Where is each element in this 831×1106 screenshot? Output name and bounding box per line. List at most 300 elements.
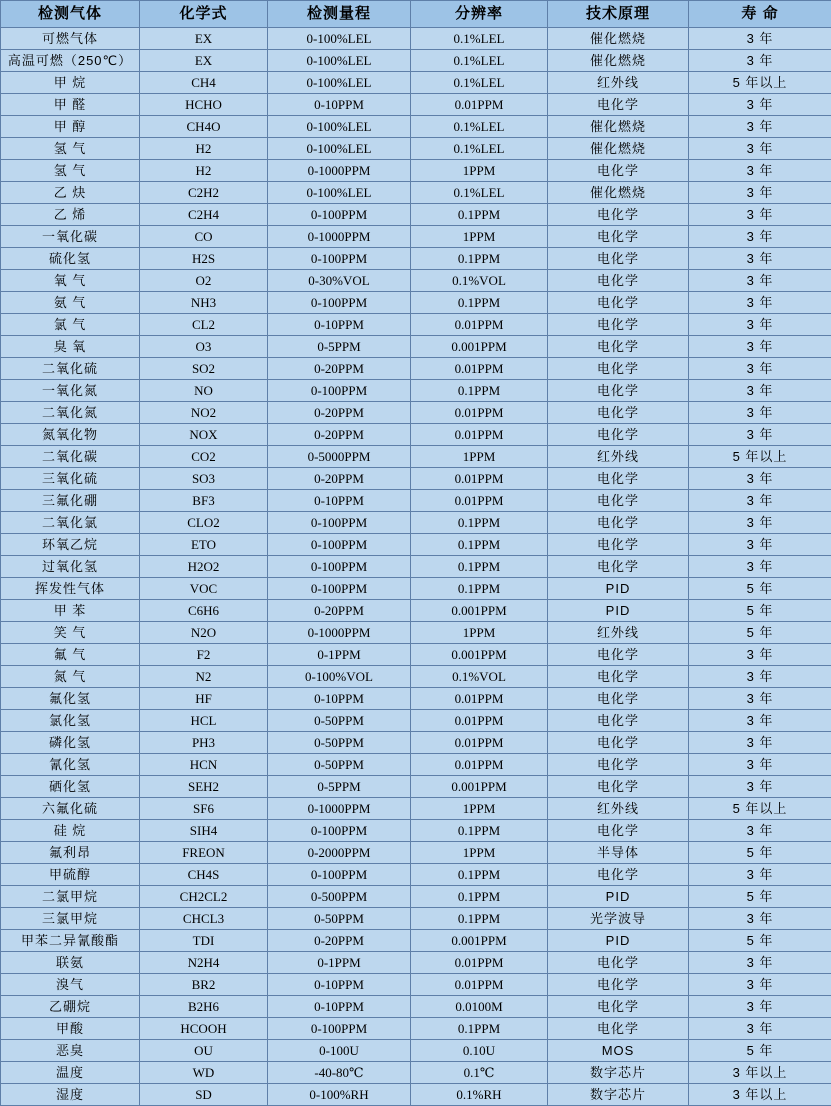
- cell-lifespan: 3 年: [689, 1018, 831, 1040]
- table-row: [1, 600, 831, 622]
- cell-gas-name: 甲苯二异氰酸酯: [1, 930, 140, 952]
- cell-resolution: 0.1%VOL: [411, 666, 548, 688]
- cell-technology: 红外线: [548, 798, 689, 820]
- cell-lifespan: 5 年以上: [689, 446, 831, 468]
- table-row: [1, 50, 831, 72]
- cell-technology: 电化学: [548, 710, 689, 732]
- cell-measuring-range: 0-500PPM: [268, 886, 411, 908]
- cell-lifespan: 3 年: [689, 358, 831, 380]
- cell-resolution: 0.01PPM: [411, 754, 548, 776]
- cell-technology: 电化学: [548, 204, 689, 226]
- cell-lifespan: 5 年: [689, 622, 831, 644]
- cell-chemical-formula: C2H4: [140, 204, 268, 226]
- cell-chemical-formula: VOC: [140, 578, 268, 600]
- cell-gas-name: 硒化氢: [1, 776, 140, 798]
- cell-chemical-formula: N2H4: [140, 952, 268, 974]
- cell-chemical-formula: HCL: [140, 710, 268, 732]
- cell-chemical-formula: BR2: [140, 974, 268, 996]
- cell-resolution: 1PPM: [411, 446, 548, 468]
- table-row: [1, 688, 831, 710]
- cell-gas-name: 湿度: [1, 1084, 140, 1106]
- table-row: [1, 886, 831, 908]
- cell-chemical-formula: HF: [140, 688, 268, 710]
- table-body: [1, 28, 831, 1106]
- table-row: [1, 314, 831, 336]
- cell-measuring-range: 0-10PPM: [268, 490, 411, 512]
- cell-technology: 电化学: [548, 424, 689, 446]
- cell-gas-name: 二氧化氮: [1, 402, 140, 424]
- cell-technology: 电化学: [548, 556, 689, 578]
- table-row: [1, 402, 831, 424]
- cell-resolution: 0.1PPM: [411, 292, 548, 314]
- cell-gas-name: 氟 气: [1, 644, 140, 666]
- cell-measuring-range: 0-20PPM: [268, 930, 411, 952]
- table-row: [1, 578, 831, 600]
- cell-technology: 电化学: [548, 270, 689, 292]
- cell-chemical-formula: HCOOH: [140, 1018, 268, 1040]
- cell-resolution: 0.1PPM: [411, 820, 548, 842]
- cell-resolution: 0.1PPM: [411, 864, 548, 886]
- cell-measuring-range: 0-100PPM: [268, 512, 411, 534]
- cell-technology: 电化学: [548, 160, 689, 182]
- cell-resolution: 0.01PPM: [411, 424, 548, 446]
- cell-gas-name: 溴气: [1, 974, 140, 996]
- cell-gas-name: 乙 炔: [1, 182, 140, 204]
- cell-measuring-range: 0-100%LEL: [268, 138, 411, 160]
- cell-lifespan: 3 年: [689, 50, 831, 72]
- cell-technology: 电化学: [548, 974, 689, 996]
- table-row: [1, 380, 831, 402]
- table-row: [1, 490, 831, 512]
- table-row: [1, 930, 831, 952]
- cell-measuring-range: 0-100PPM: [268, 578, 411, 600]
- cell-technology: 电化学: [548, 952, 689, 974]
- cell-chemical-formula: SEH2: [140, 776, 268, 798]
- cell-resolution: 0.01PPM: [411, 94, 548, 116]
- cell-gas-name: 氢 气: [1, 160, 140, 182]
- cell-chemical-formula: NH3: [140, 292, 268, 314]
- cell-resolution: 0.01PPM: [411, 688, 548, 710]
- cell-resolution: 0.01PPM: [411, 358, 548, 380]
- cell-chemical-formula: PH3: [140, 732, 268, 754]
- cell-gas-name: 甲酸: [1, 1018, 140, 1040]
- table-row: [1, 292, 831, 314]
- cell-gas-name: 联氨: [1, 952, 140, 974]
- cell-gas-name: 三氧化硫: [1, 468, 140, 490]
- cell-chemical-formula: CL2: [140, 314, 268, 336]
- cell-gas-name: 二氧化碳: [1, 446, 140, 468]
- cell-gas-name: 一氧化氮: [1, 380, 140, 402]
- cell-gas-name: 可燃气体: [1, 28, 140, 50]
- cell-lifespan: 3 年: [689, 776, 831, 798]
- cell-resolution: 0.1PPM: [411, 248, 548, 270]
- cell-lifespan: 3 年以上: [689, 1084, 831, 1106]
- cell-measuring-range: 0-10PPM: [268, 996, 411, 1018]
- cell-technology: MOS: [548, 1040, 689, 1062]
- cell-technology: 电化学: [548, 292, 689, 314]
- cell-measuring-range: 0-20PPM: [268, 468, 411, 490]
- cell-chemical-formula: NOX: [140, 424, 268, 446]
- cell-measuring-range: 0-1000PPM: [268, 622, 411, 644]
- cell-gas-name: 温度: [1, 1062, 140, 1084]
- cell-technology: 电化学: [548, 380, 689, 402]
- cell-technology: 催化燃烧: [548, 138, 689, 160]
- table-row: [1, 336, 831, 358]
- table-row: [1, 226, 831, 248]
- cell-lifespan: 3 年: [689, 512, 831, 534]
- cell-lifespan: 3 年: [689, 710, 831, 732]
- cell-gas-name: 氯化氢: [1, 710, 140, 732]
- cell-measuring-range: 0-100%LEL: [268, 116, 411, 138]
- table-row: [1, 864, 831, 886]
- cell-gas-name: 三氯甲烷: [1, 908, 140, 930]
- cell-gas-name: 乙 烯: [1, 204, 140, 226]
- cell-lifespan: 3 年: [689, 864, 831, 886]
- cell-resolution: 0.1%LEL: [411, 116, 548, 138]
- cell-resolution: 0.1PPM: [411, 380, 548, 402]
- cell-technology: 半导体: [548, 842, 689, 864]
- column-header-gas-name: 检测气体: [1, 1, 140, 28]
- cell-lifespan: 5 年: [689, 886, 831, 908]
- cell-chemical-formula: BF3: [140, 490, 268, 512]
- table-row: [1, 116, 831, 138]
- cell-measuring-range: 0-100U: [268, 1040, 411, 1062]
- cell-resolution: 0.1%VOL: [411, 270, 548, 292]
- cell-lifespan: 3 年: [689, 732, 831, 754]
- cell-resolution: 1PPM: [411, 622, 548, 644]
- cell-measuring-range: 0-100PPM: [268, 820, 411, 842]
- cell-chemical-formula: B2H6: [140, 996, 268, 1018]
- cell-resolution: 0.10U: [411, 1040, 548, 1062]
- cell-resolution: 0.01PPM: [411, 468, 548, 490]
- cell-gas-name: 硅 烷: [1, 820, 140, 842]
- table-row: [1, 512, 831, 534]
- cell-resolution: 0.1PPM: [411, 534, 548, 556]
- cell-chemical-formula: N2O: [140, 622, 268, 644]
- cell-lifespan: 3 年: [689, 204, 831, 226]
- table-row: [1, 270, 831, 292]
- cell-technology: 电化学: [548, 754, 689, 776]
- cell-chemical-formula: NO2: [140, 402, 268, 424]
- cell-technology: PID: [548, 578, 689, 600]
- cell-lifespan: 3 年: [689, 314, 831, 336]
- table-row: [1, 1018, 831, 1040]
- cell-chemical-formula: ETO: [140, 534, 268, 556]
- cell-measuring-range: 0-50PPM: [268, 754, 411, 776]
- table-row: [1, 710, 831, 732]
- cell-measuring-range: 0-5000PPM: [268, 446, 411, 468]
- cell-measuring-range: 0-20PPM: [268, 358, 411, 380]
- cell-resolution: 0.1%RH: [411, 1084, 548, 1106]
- cell-resolution: 0.1PPM: [411, 908, 548, 930]
- cell-technology: 电化学: [548, 402, 689, 424]
- cell-technology: 电化学: [548, 666, 689, 688]
- cell-resolution: 0.1PPM: [411, 578, 548, 600]
- cell-lifespan: 3 年: [689, 666, 831, 688]
- cell-chemical-formula: SF6: [140, 798, 268, 820]
- table-row: [1, 842, 831, 864]
- cell-gas-name: 二氧化氯: [1, 512, 140, 534]
- cell-technology: 电化学: [548, 226, 689, 248]
- cell-lifespan: 3 年: [689, 996, 831, 1018]
- table-row: [1, 776, 831, 798]
- cell-resolution: 0.001PPM: [411, 644, 548, 666]
- cell-gas-name: 氮 气: [1, 666, 140, 688]
- cell-chemical-formula: CLO2: [140, 512, 268, 534]
- cell-lifespan: 5 年: [689, 930, 831, 952]
- cell-gas-name: 氮氧化物: [1, 424, 140, 446]
- cell-measuring-range: 0-10PPM: [268, 974, 411, 996]
- cell-measuring-range: 0-50PPM: [268, 732, 411, 754]
- cell-resolution: 0.001PPM: [411, 336, 548, 358]
- cell-technology: 电化学: [548, 468, 689, 490]
- cell-chemical-formula: SO2: [140, 358, 268, 380]
- cell-resolution: 0.001PPM: [411, 930, 548, 952]
- cell-technology: 催化燃烧: [548, 50, 689, 72]
- table-row: [1, 732, 831, 754]
- cell-measuring-range: 0-100PPM: [268, 556, 411, 578]
- cell-gas-name: 甲硫醇: [1, 864, 140, 886]
- table-row: [1, 1040, 831, 1062]
- cell-measuring-range: 0-100PPM: [268, 864, 411, 886]
- cell-measuring-range: 0-1000PPM: [268, 160, 411, 182]
- cell-lifespan: 3 年: [689, 226, 831, 248]
- cell-lifespan: 3 年: [689, 468, 831, 490]
- cell-chemical-formula: CO2: [140, 446, 268, 468]
- cell-resolution: 0.01PPM: [411, 974, 548, 996]
- cell-technology: 光学波导: [548, 908, 689, 930]
- cell-chemical-formula: FREON: [140, 842, 268, 864]
- column-header-measuring-range: 检测量程: [268, 1, 411, 28]
- cell-technology: 电化学: [548, 996, 689, 1018]
- cell-lifespan: 3 年: [689, 28, 831, 50]
- cell-chemical-formula: O2: [140, 270, 268, 292]
- cell-measuring-range: 0-1000PPM: [268, 798, 411, 820]
- cell-resolution: 0.0100M: [411, 996, 548, 1018]
- cell-measuring-range: 0-100PPM: [268, 248, 411, 270]
- table-header: [1, 1, 831, 28]
- cell-gas-name: 氨 气: [1, 292, 140, 314]
- cell-chemical-formula: OU: [140, 1040, 268, 1062]
- cell-technology: 电化学: [548, 490, 689, 512]
- cell-measuring-range: 0-20PPM: [268, 402, 411, 424]
- cell-resolution: 0.1℃: [411, 1062, 548, 1084]
- cell-lifespan: 3 年: [689, 644, 831, 666]
- cell-chemical-formula: C2H2: [140, 182, 268, 204]
- table-row: [1, 28, 831, 50]
- cell-chemical-formula: EX: [140, 50, 268, 72]
- cell-resolution: 0.1%LEL: [411, 182, 548, 204]
- cell-lifespan: 3 年: [689, 182, 831, 204]
- cell-lifespan: 3 年: [689, 402, 831, 424]
- cell-lifespan: 3 年: [689, 820, 831, 842]
- cell-measuring-range: 0-10PPM: [268, 94, 411, 116]
- cell-lifespan: 3 年: [689, 248, 831, 270]
- cell-resolution: 0.1PPM: [411, 556, 548, 578]
- cell-resolution: 0.01PPM: [411, 490, 548, 512]
- cell-measuring-range: 0-5PPM: [268, 776, 411, 798]
- column-header-resolution: 分辨率: [411, 1, 548, 28]
- cell-resolution: 1PPM: [411, 226, 548, 248]
- cell-lifespan: 5 年以上: [689, 72, 831, 94]
- cell-chemical-formula: H2: [140, 138, 268, 160]
- cell-technology: 电化学: [548, 358, 689, 380]
- cell-gas-name: 甲 烷: [1, 72, 140, 94]
- cell-resolution: 0.001PPM: [411, 600, 548, 622]
- cell-measuring-range: 0-50PPM: [268, 908, 411, 930]
- cell-measuring-range: 0-1000PPM: [268, 226, 411, 248]
- cell-gas-name: 甲 醛: [1, 94, 140, 116]
- table-row: [1, 556, 831, 578]
- cell-chemical-formula: WD: [140, 1062, 268, 1084]
- table-row: [1, 138, 831, 160]
- cell-gas-name: 甲 醇: [1, 116, 140, 138]
- table-row: [1, 1062, 831, 1084]
- cell-technology: 电化学: [548, 94, 689, 116]
- cell-measuring-range: 0-1PPM: [268, 952, 411, 974]
- column-header-technology: 技术原理: [548, 1, 689, 28]
- cell-lifespan: 3 年: [689, 908, 831, 930]
- cell-resolution: 0.01PPM: [411, 314, 548, 336]
- cell-gas-name: 二氧化硫: [1, 358, 140, 380]
- cell-measuring-range: 0-5PPM: [268, 336, 411, 358]
- cell-resolution: 0.1PPM: [411, 886, 548, 908]
- cell-resolution: 1PPM: [411, 798, 548, 820]
- cell-measuring-range: 0-100PPM: [268, 292, 411, 314]
- cell-chemical-formula: SD: [140, 1084, 268, 1106]
- cell-gas-name: 三氟化硼: [1, 490, 140, 512]
- cell-technology: 电化学: [548, 776, 689, 798]
- table-row: [1, 204, 831, 226]
- cell-measuring-range: -40-80℃: [268, 1062, 411, 1084]
- cell-chemical-formula: H2O2: [140, 556, 268, 578]
- cell-lifespan: 3 年: [689, 424, 831, 446]
- cell-measuring-range: 0-100%LEL: [268, 72, 411, 94]
- cell-resolution: 0.1%LEL: [411, 138, 548, 160]
- cell-gas-name: 氯 气: [1, 314, 140, 336]
- table-row: [1, 182, 831, 204]
- cell-lifespan: 3 年: [689, 138, 831, 160]
- cell-chemical-formula: TDI: [140, 930, 268, 952]
- cell-resolution: 0.01PPM: [411, 710, 548, 732]
- cell-resolution: 0.1PPM: [411, 204, 548, 226]
- cell-chemical-formula: CO: [140, 226, 268, 248]
- table-row: [1, 94, 831, 116]
- cell-resolution: 1PPM: [411, 842, 548, 864]
- cell-gas-name: 磷化氢: [1, 732, 140, 754]
- cell-chemical-formula: SO3: [140, 468, 268, 490]
- table-row: [1, 974, 831, 996]
- cell-resolution: 0.1%LEL: [411, 28, 548, 50]
- cell-lifespan: 3 年: [689, 754, 831, 776]
- cell-gas-name: 过氧化氢: [1, 556, 140, 578]
- cell-chemical-formula: CH4S: [140, 864, 268, 886]
- cell-chemical-formula: EX: [140, 28, 268, 50]
- table-row: [1, 820, 831, 842]
- cell-technology: 电化学: [548, 534, 689, 556]
- cell-technology: 电化学: [548, 1018, 689, 1040]
- cell-gas-name: 高温可燃（250℃）: [1, 50, 140, 72]
- cell-gas-name: 六氟化硫: [1, 798, 140, 820]
- table-row: [1, 754, 831, 776]
- cell-technology: PID: [548, 930, 689, 952]
- cell-lifespan: 3 年: [689, 952, 831, 974]
- cell-measuring-range: 0-2000PPM: [268, 842, 411, 864]
- cell-technology: 电化学: [548, 248, 689, 270]
- cell-lifespan: 3 年: [689, 336, 831, 358]
- cell-lifespan: 3 年: [689, 490, 831, 512]
- table-row: [1, 534, 831, 556]
- cell-gas-name: 乙硼烷: [1, 996, 140, 1018]
- cell-technology: 电化学: [548, 644, 689, 666]
- cell-technology: 电化学: [548, 314, 689, 336]
- cell-measuring-range: 0-1PPM: [268, 644, 411, 666]
- cell-chemical-formula: SIH4: [140, 820, 268, 842]
- table-row: [1, 666, 831, 688]
- cell-gas-name: 二氯甲烷: [1, 886, 140, 908]
- cell-resolution: 0.001PPM: [411, 776, 548, 798]
- cell-lifespan: 3 年: [689, 116, 831, 138]
- cell-measuring-range: 0-100PPM: [268, 380, 411, 402]
- cell-measuring-range: 0-100PPM: [268, 204, 411, 226]
- cell-gas-name: 氰化氢: [1, 754, 140, 776]
- cell-gas-name: 氢 气: [1, 138, 140, 160]
- cell-lifespan: 3 年: [689, 974, 831, 996]
- cell-chemical-formula: HCHO: [140, 94, 268, 116]
- cell-measuring-range: 0-10PPM: [268, 314, 411, 336]
- cell-chemical-formula: CH4: [140, 72, 268, 94]
- cell-resolution: 0.1PPM: [411, 1018, 548, 1040]
- column-header-chemical-formula: 化学式: [140, 1, 268, 28]
- table-row: [1, 1084, 831, 1106]
- table-row: [1, 468, 831, 490]
- cell-measuring-range: 0-100%RH: [268, 1084, 411, 1106]
- cell-gas-name: 一氧化碳: [1, 226, 140, 248]
- cell-chemical-formula: HCN: [140, 754, 268, 776]
- table-row: [1, 644, 831, 666]
- cell-resolution: 1PPM: [411, 160, 548, 182]
- cell-resolution: 0.1%LEL: [411, 72, 548, 94]
- cell-lifespan: 3 年: [689, 160, 831, 182]
- cell-technology: 催化燃烧: [548, 116, 689, 138]
- cell-gas-name: 氟利昂: [1, 842, 140, 864]
- cell-measuring-range: 0-100PPM: [268, 1018, 411, 1040]
- cell-chemical-formula: F2: [140, 644, 268, 666]
- cell-lifespan: 3 年: [689, 380, 831, 402]
- cell-measuring-range: 0-100%LEL: [268, 182, 411, 204]
- cell-chemical-formula: CH4O: [140, 116, 268, 138]
- cell-technology: 电化学: [548, 336, 689, 358]
- cell-measuring-range: 0-20PPM: [268, 600, 411, 622]
- cell-resolution: 0.01PPM: [411, 402, 548, 424]
- cell-gas-name: 笑 气: [1, 622, 140, 644]
- cell-technology: 数字芯片: [548, 1084, 689, 1106]
- table-row: [1, 424, 831, 446]
- cell-lifespan: 3 年: [689, 556, 831, 578]
- cell-lifespan: 5 年: [689, 842, 831, 864]
- cell-lifespan: 3 年: [689, 292, 831, 314]
- cell-lifespan: 5 年以上: [689, 798, 831, 820]
- cell-technology: 红外线: [548, 72, 689, 94]
- cell-chemical-formula: H2: [140, 160, 268, 182]
- cell-measuring-range: 0-100%VOL: [268, 666, 411, 688]
- cell-chemical-formula: CHCL3: [140, 908, 268, 930]
- cell-chemical-formula: N2: [140, 666, 268, 688]
- cell-lifespan: 3 年: [689, 270, 831, 292]
- cell-gas-name: 甲 苯: [1, 600, 140, 622]
- cell-gas-name: 环氧乙烷: [1, 534, 140, 556]
- cell-technology: 电化学: [548, 820, 689, 842]
